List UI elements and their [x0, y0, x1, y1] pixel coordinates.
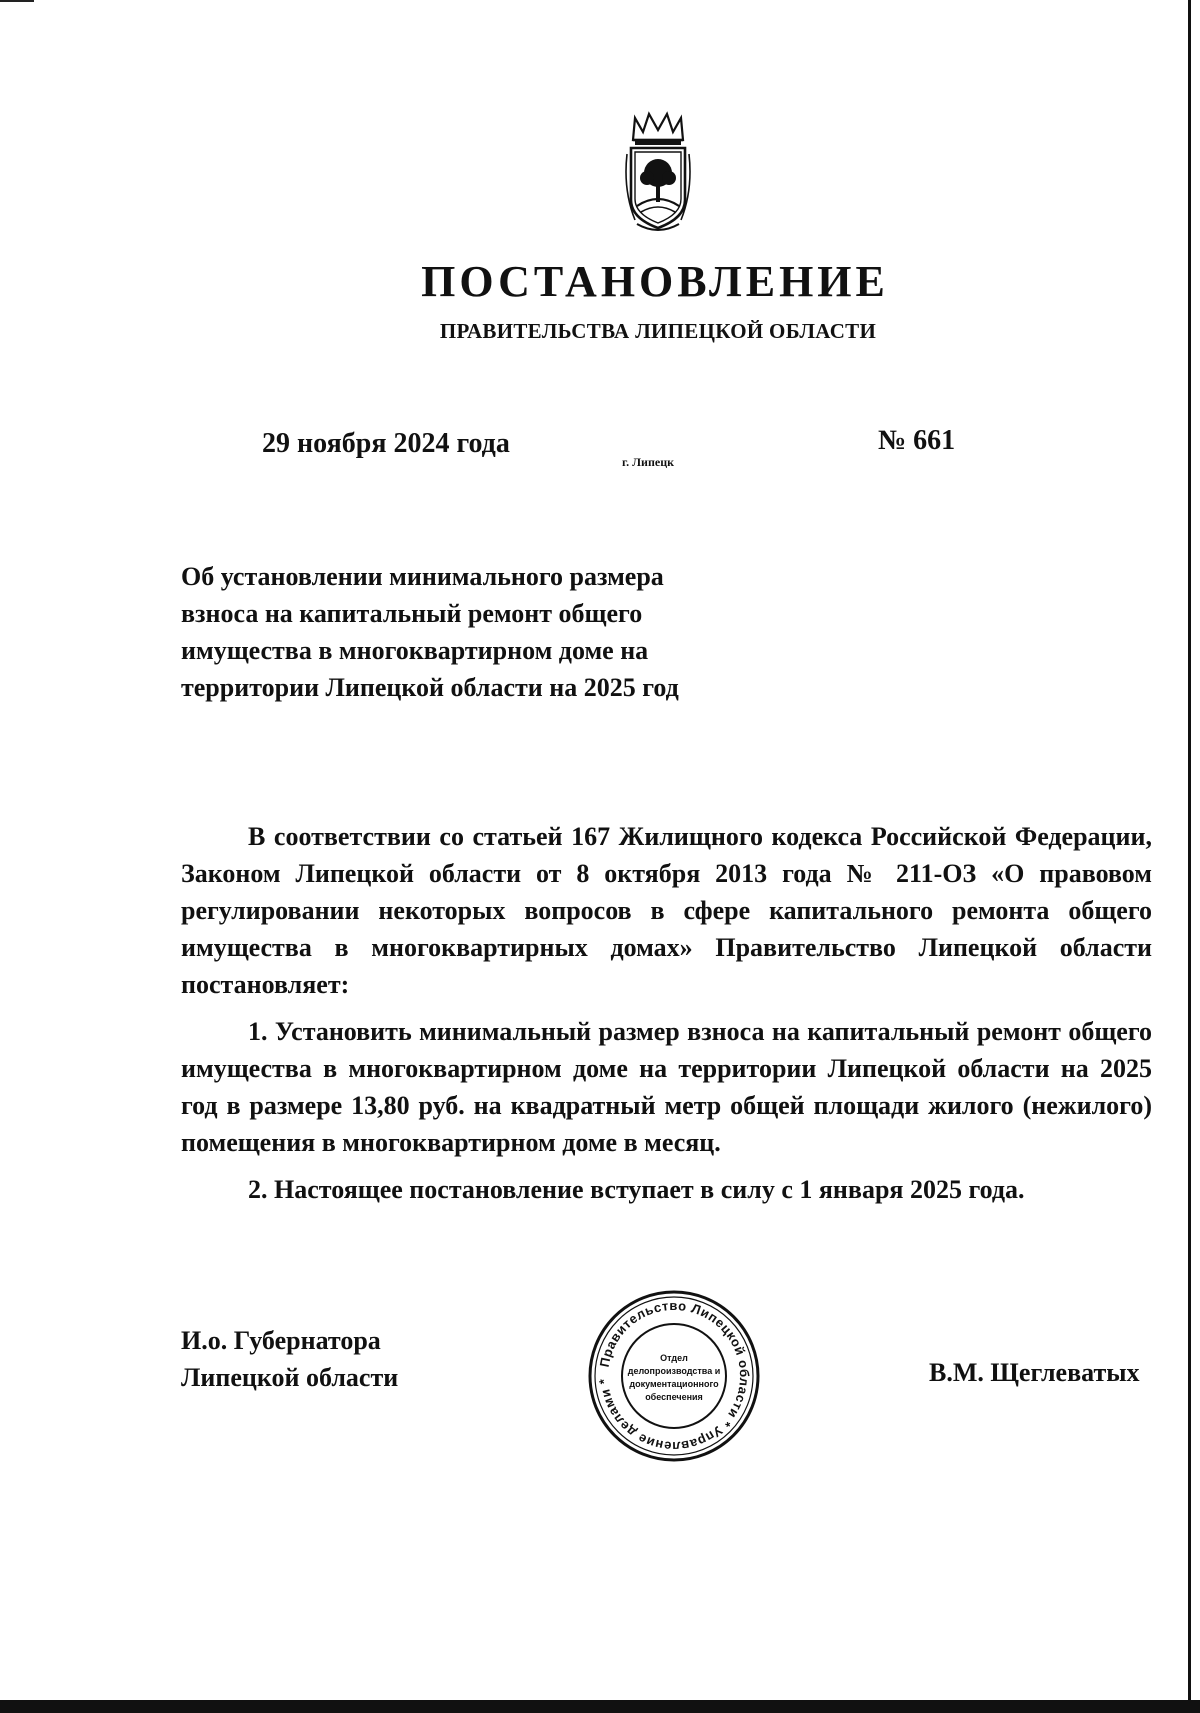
subject-line: Об установлении минимального размера — [181, 562, 664, 591]
clause-2: 2. Настоящее постановление вступает в силу с 1 января 2025 года. — [248, 1175, 1025, 1204]
signer-name: В.М. Щеглеватых — [929, 1358, 1140, 1387]
seal-inner-line: обеспечения — [645, 1392, 703, 1402]
seal-inner-line: Отдел — [660, 1353, 688, 1363]
scan-artifact-line — [0, 0, 34, 2]
seal-inner-line: документационного — [629, 1379, 719, 1389]
signer-position-line: Липецкой области — [181, 1363, 399, 1392]
seal-inner-line: делопроизводства и — [627, 1366, 721, 1376]
subject-line: территории Липецкой области на 2025 год — [181, 673, 679, 702]
clause-1: 1. Установить минимальный размер взноса на капитальный ремонт общего имущества в многоквартирном доме на территории Липецкой области на 2025 год в размере 13,80 руб. на квадратный метр общей площади жилого (нежилого) помещения в многоквартирном доме в месяц. — [181, 1017, 1152, 1157]
scan-edge-bottom — [0, 1700, 1200, 1713]
document-number: № 661 — [878, 425, 956, 456]
lipetsk-coat-of-arms-icon — [623, 110, 693, 236]
signer-position-line: И.о. Губернатора — [181, 1326, 381, 1355]
official-seal — [586, 1287, 762, 1465]
subject-line: взноса на капитальный ремонт общего — [181, 599, 643, 628]
document-subject — [181, 558, 721, 706]
document-title: ПОСТАНОВЛЕНИЕ — [421, 257, 889, 306]
seal-outer-text: Правительство Липецкой области * Управление делами * — [596, 1297, 753, 1455]
document-issuer: ПРАВИТЕЛЬСТВА ЛИПЕЦКОЙ ОБЛАСТИ — [439, 319, 877, 343]
preamble-paragraph: В соответствии со статьей 167 Жилищного кодекса Российской Федерации, Законом Липецкой области от 8 октября 2013 года № 211-ОЗ «О правовом регулировании некоторых вопросов в сфере капитального ремонта общего имущества в многоквартирных домах» Правительство Липецкой области постановляет: — [181, 822, 1152, 999]
signer-position — [181, 1322, 398, 1396]
document-body — [181, 818, 1152, 1208]
document-city: г. Липецк — [622, 455, 675, 469]
document-date: 29 ноября 2024 года — [262, 428, 510, 459]
subject-line: имущества в многоквартирном доме на — [181, 636, 649, 665]
